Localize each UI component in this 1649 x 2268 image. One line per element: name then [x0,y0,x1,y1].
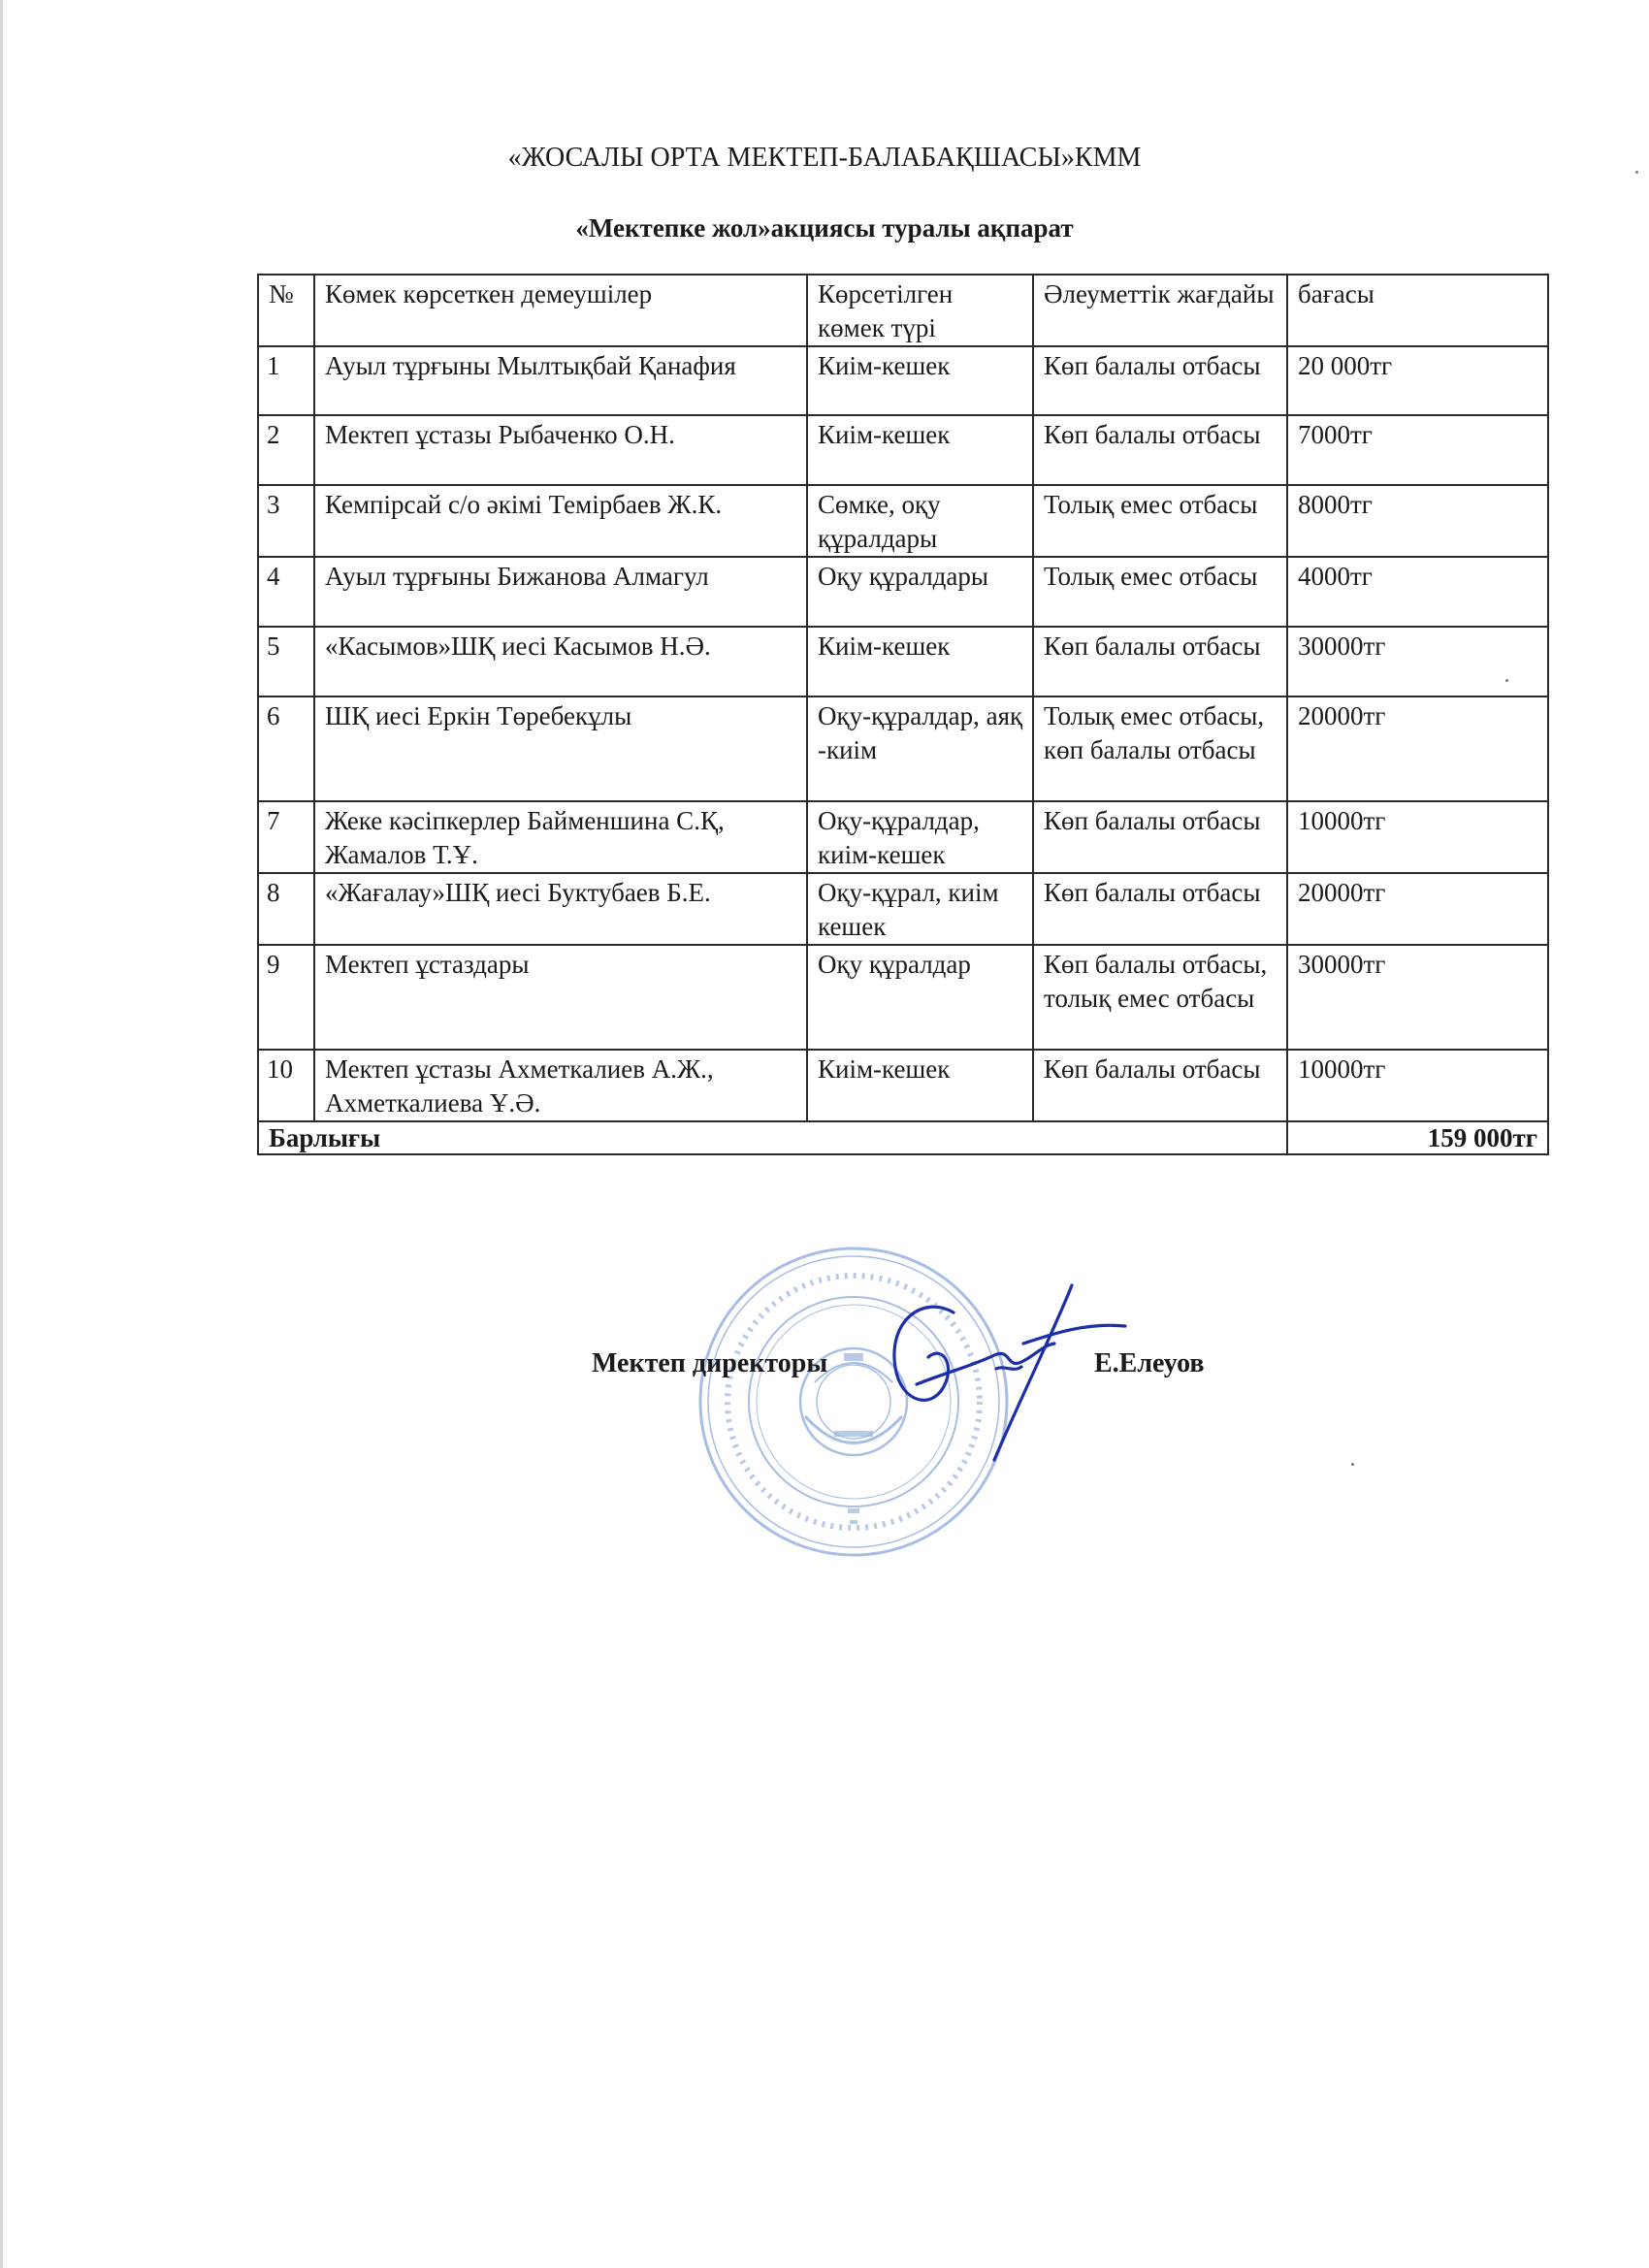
row-price: 8000тг [1287,485,1548,557]
table-total-row [258,1121,1548,1154]
row-social-status: Толық емес отбасы [1033,557,1287,627]
scan-left-edge [0,0,3,2268]
sponsors-table [257,274,1549,1155]
row-social-status: Толық емес отбасы, көп балалы отбасы [1033,697,1287,801]
handwritten-signature-icon [878,1276,1130,1465]
row-social-status: Көп балалы отбасы [1033,346,1287,415]
row-social-status: Көп балалы отбасы [1033,801,1287,873]
row-sponsor: «Касымов»ШҚ иесі Касымов Н.Ә. [314,627,807,697]
header-number: № [258,275,314,346]
row-price: 30000тг [1287,627,1548,697]
table-row [258,945,1548,1050]
table-row [258,415,1548,485]
row-aid-type: Оқу құралдар [807,945,1033,1050]
row-number: 5 [258,627,314,697]
row-aid-type: Оқу құралдары [807,557,1033,627]
table-row [258,1050,1548,1121]
row-number: 4 [258,557,314,627]
row-sponsor: ШҚ иесі Еркін Төребекұлы [314,697,807,801]
row-aid-type: Киім-кешек [807,627,1033,697]
row-sponsor: Жеке кәсіпкерлер Байменшина С.Қ, Жамалов Т.Ұ. [314,801,807,873]
document-title: «ЖОСАЛЫ ОРТА МЕКТЕП-БАЛАБАҚШАСЫ»КММ [507,143,1142,173]
row-number: 8 [258,873,314,945]
table-row [258,557,1548,627]
row-number: 2 [258,415,314,485]
director-role: Мектеп директоры [592,1348,828,1378]
row-price: 4000тг [1287,557,1548,627]
row-number: 1 [258,346,314,415]
row-social-status: Көп балалы отбасы [1033,1050,1287,1121]
row-price: 30000тг [1287,945,1548,1050]
scan-speck [1635,171,1638,174]
row-social-status: Көп балалы отбасы, толық емес отбасы [1033,945,1287,1050]
row-number: 9 [258,945,314,1050]
row-sponsor: Мектеп ұстазы Рыбаченко О.Н. [314,415,807,485]
row-sponsor: «Жағалау»ШҚ иесі Буктубаев Б.Е. [314,873,807,945]
row-price: 7000тг [1287,415,1548,485]
row-social-status: Көп балалы отбасы [1033,627,1287,697]
row-number: 6 [258,697,314,801]
row-aid-type: Киім-кешек [807,415,1033,485]
header-sponsor: Көмек көрсеткен демеушілер [314,275,807,346]
document-subtitle: «Мектепке жол»акциясы туралы ақпарат [575,213,1074,243]
row-sponsor: Кемпірсай с/о әкімі Темірбаев Ж.К. [314,485,807,557]
row-aid-type: Сөмке, оқу құралдары [807,485,1033,557]
total-label: Барлығы [258,1121,1287,1154]
header-price: бағасы [1287,275,1548,346]
row-price: 20000тг [1287,873,1548,945]
row-aid-type: Оқу-құрал, киім кешек [807,873,1033,945]
table-row [258,627,1548,697]
row-social-status: Көп балалы отбасы [1033,873,1287,945]
table-row [258,485,1548,557]
row-sponsor: Мектеп ұстаздары [314,945,807,1050]
row-price: 10000тг [1287,801,1548,873]
header-social-status: Әлеуметтік жағдайы [1033,275,1287,346]
row-aid-type: Киім-кешек [807,1050,1033,1121]
row-number: 7 [258,801,314,873]
row-price: 20000тг [1287,697,1548,801]
table-header-row [258,275,1548,346]
scan-speck [1505,679,1508,682]
row-price: 20 000тг [1287,346,1548,415]
row-number: 10 [258,1050,314,1121]
scan-speck [1351,1463,1354,1466]
row-sponsor: Мектеп ұстазы Ахметкалиев А.Ж., Ахметкалиева Ұ.Ә. [314,1050,807,1121]
table-row [258,801,1548,873]
row-social-status: Толық емес отбасы [1033,485,1287,557]
total-value: 159 000тг [1287,1121,1548,1154]
row-aid-type: Оқу-құралдар, киім-кешек [807,801,1033,873]
director-name: Е.Елеуов [1094,1348,1205,1378]
row-sponsor: Ауыл тұрғыны Мылтықбай Қанафия [314,346,807,415]
header-aid-type: Көрсетілген көмек түрі [807,275,1033,346]
row-sponsor: Ауыл тұрғыны Бижанова Алмагул [314,557,807,627]
row-aid-type: Киім-кешек [807,346,1033,415]
table-row [258,346,1548,415]
row-social-status: Көп балалы отбасы [1033,415,1287,485]
row-price: 10000тг [1287,1050,1548,1121]
table-row [258,873,1548,945]
row-aid-type: Оқу-құралдар, аяқ -киім [807,697,1033,801]
table-row [258,697,1548,801]
row-number: 3 [258,485,314,557]
